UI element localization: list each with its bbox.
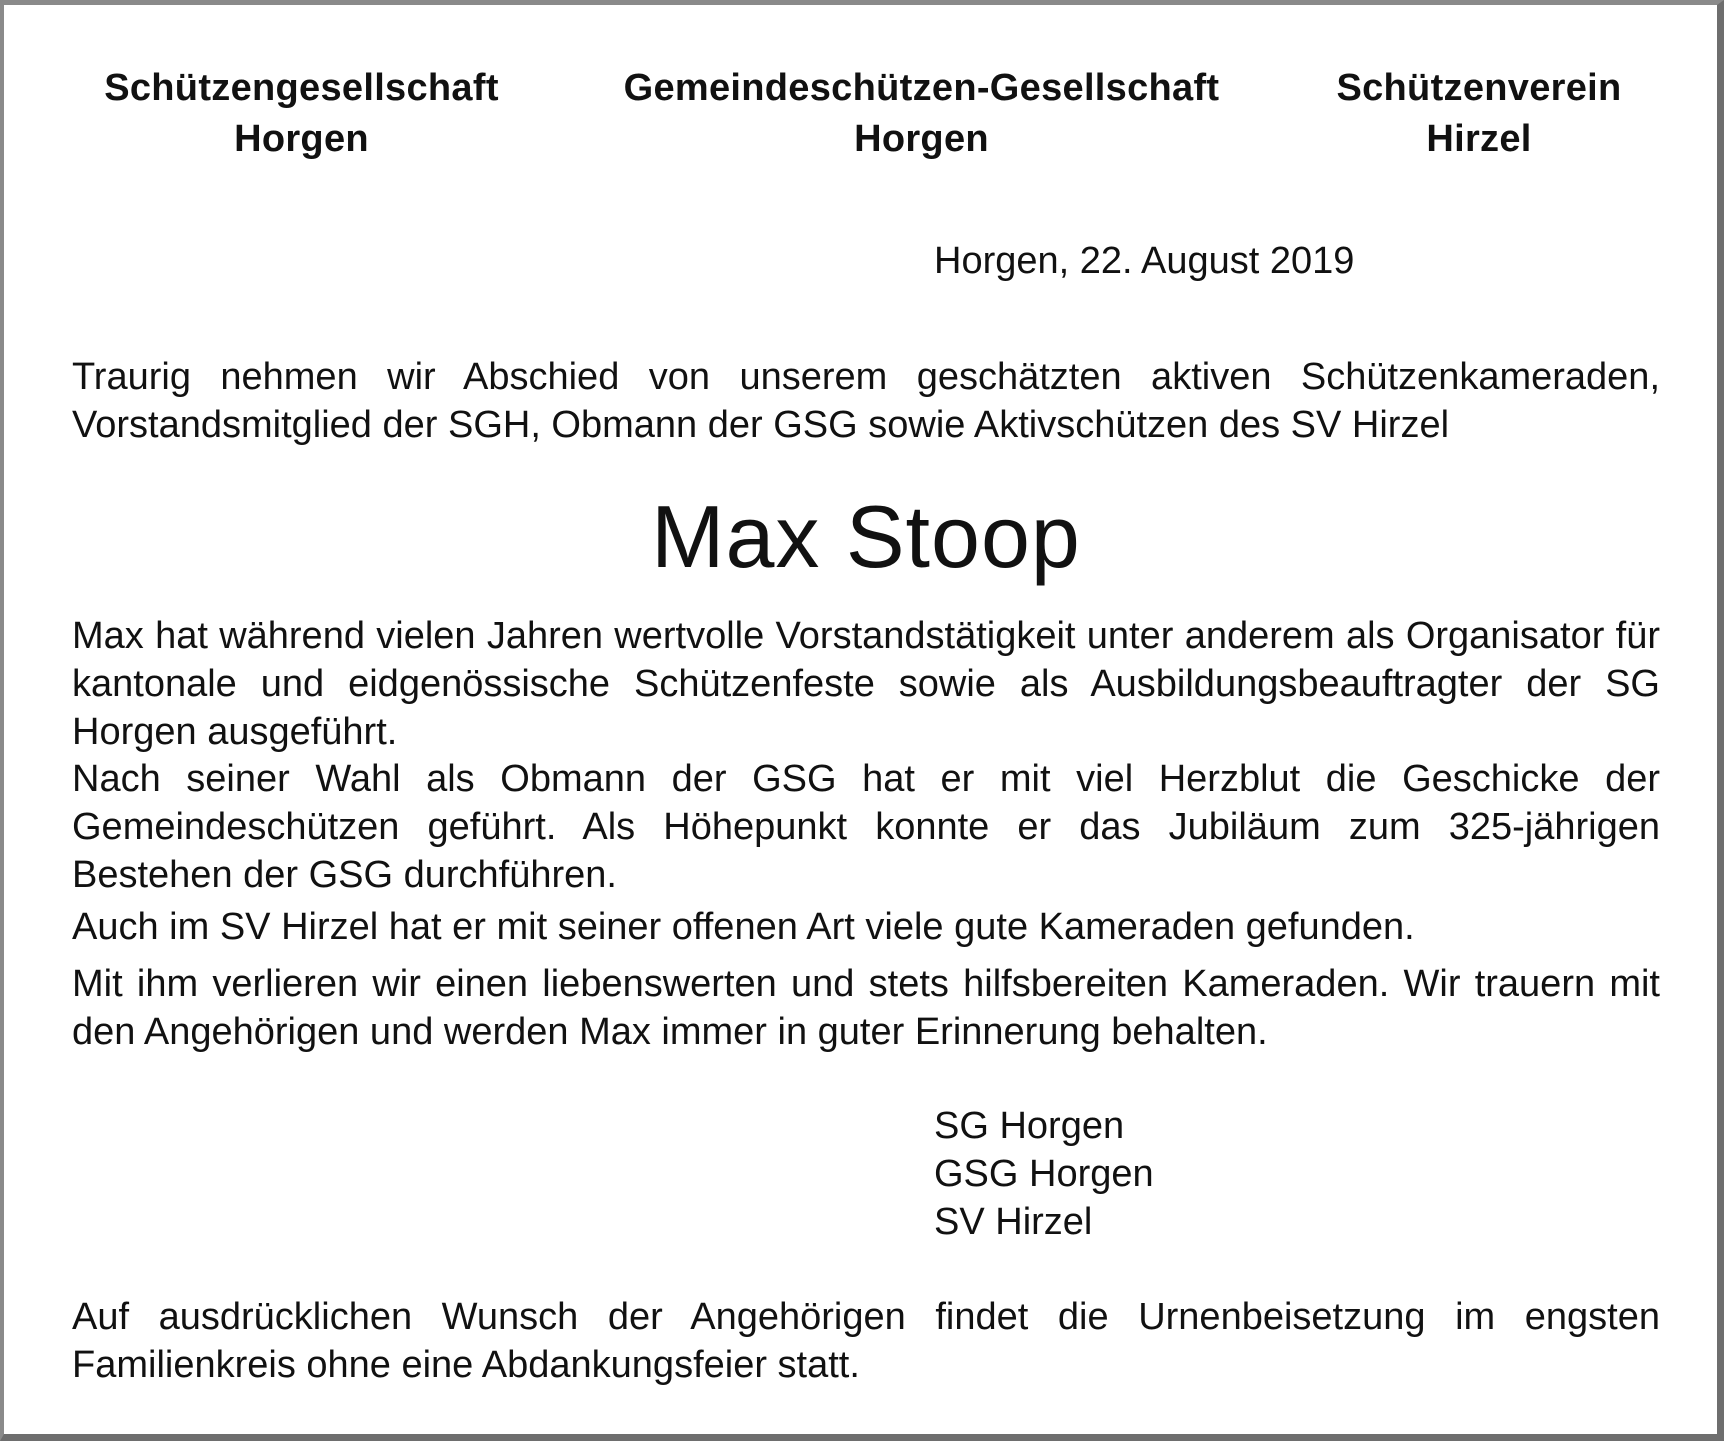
- body-paragraph-3: Auch im SV Hirzel hat er mit seiner offenen Art viele gute Kameraden gefunden.: [72, 906, 1415, 948]
- intro-paragraph: [72, 353, 1660, 449]
- signature-block: [934, 1102, 1154, 1246]
- closing-note: Auf ausdrücklichen Wunsch der Angehörigen findet die Urnenbeisetzung im engsten Familienkreis ohne eine Abdankungsfeier statt.: [72, 1296, 1660, 1386]
- organization-name: Schützengesellschaft: [104, 67, 499, 109]
- body-paragraph-1: Max hat während vielen Jahren wertvolle Vorstandstätigkeit unter anderem als Organisator für kantonale und eidgenössische Schützenfeste sowie als Ausbildungsbeauftragter der SG Horgen ausgeführt.: [72, 615, 1660, 753]
- intro-line-1: Traurig nehmen wir Abschied von unserem geschätzten aktiven Schützenkameraden,: [72, 356, 1660, 398]
- organization-place: Horgen: [854, 118, 989, 160]
- organization-place: Hirzel: [1426, 118, 1532, 160]
- intro-line-2: Vorstandsmitglied der SGH, Obmann der GSG sowie Aktivschützen des SV Hirzel: [72, 404, 1450, 446]
- signature-sg-horgen: SG Horgen: [934, 1105, 1125, 1147]
- signature-sv-hirzel: SV Hirzel: [934, 1201, 1093, 1243]
- organization-name: Gemeindeschützen-Gesellschaft: [623, 67, 1220, 109]
- deceased-name: Max Stoop: [651, 487, 1081, 586]
- place-date: Horgen, 22. August 2019: [934, 240, 1355, 282]
- body-paragraph-4: Mit ihm verlieren wir einen liebenswerten und stets hilfsbereiten Kameraden. Wir trauern mit den Angehörigen und werden Max immer in guter Erinnerung behalten.: [72, 963, 1660, 1053]
- signature-gsg-horgen: GSG Horgen: [934, 1153, 1154, 1195]
- organization-name: Schützenverein: [1336, 67, 1622, 109]
- organization-place: Horgen: [234, 118, 369, 160]
- organization-sv: [1329, 63, 1629, 165]
- body-paragraph-2: Nach seiner Wahl als Obmann der GSG hat er mit viel Herzblut die Geschicke der Gemeindeschützen geführt. Als Höhepunkt konnte er das Jubiläum zum 325-jährigen Bestehen der GSG durchführen.: [72, 758, 1660, 896]
- organization-gsg: [614, 63, 1229, 165]
- organization-sgh: [84, 63, 519, 165]
